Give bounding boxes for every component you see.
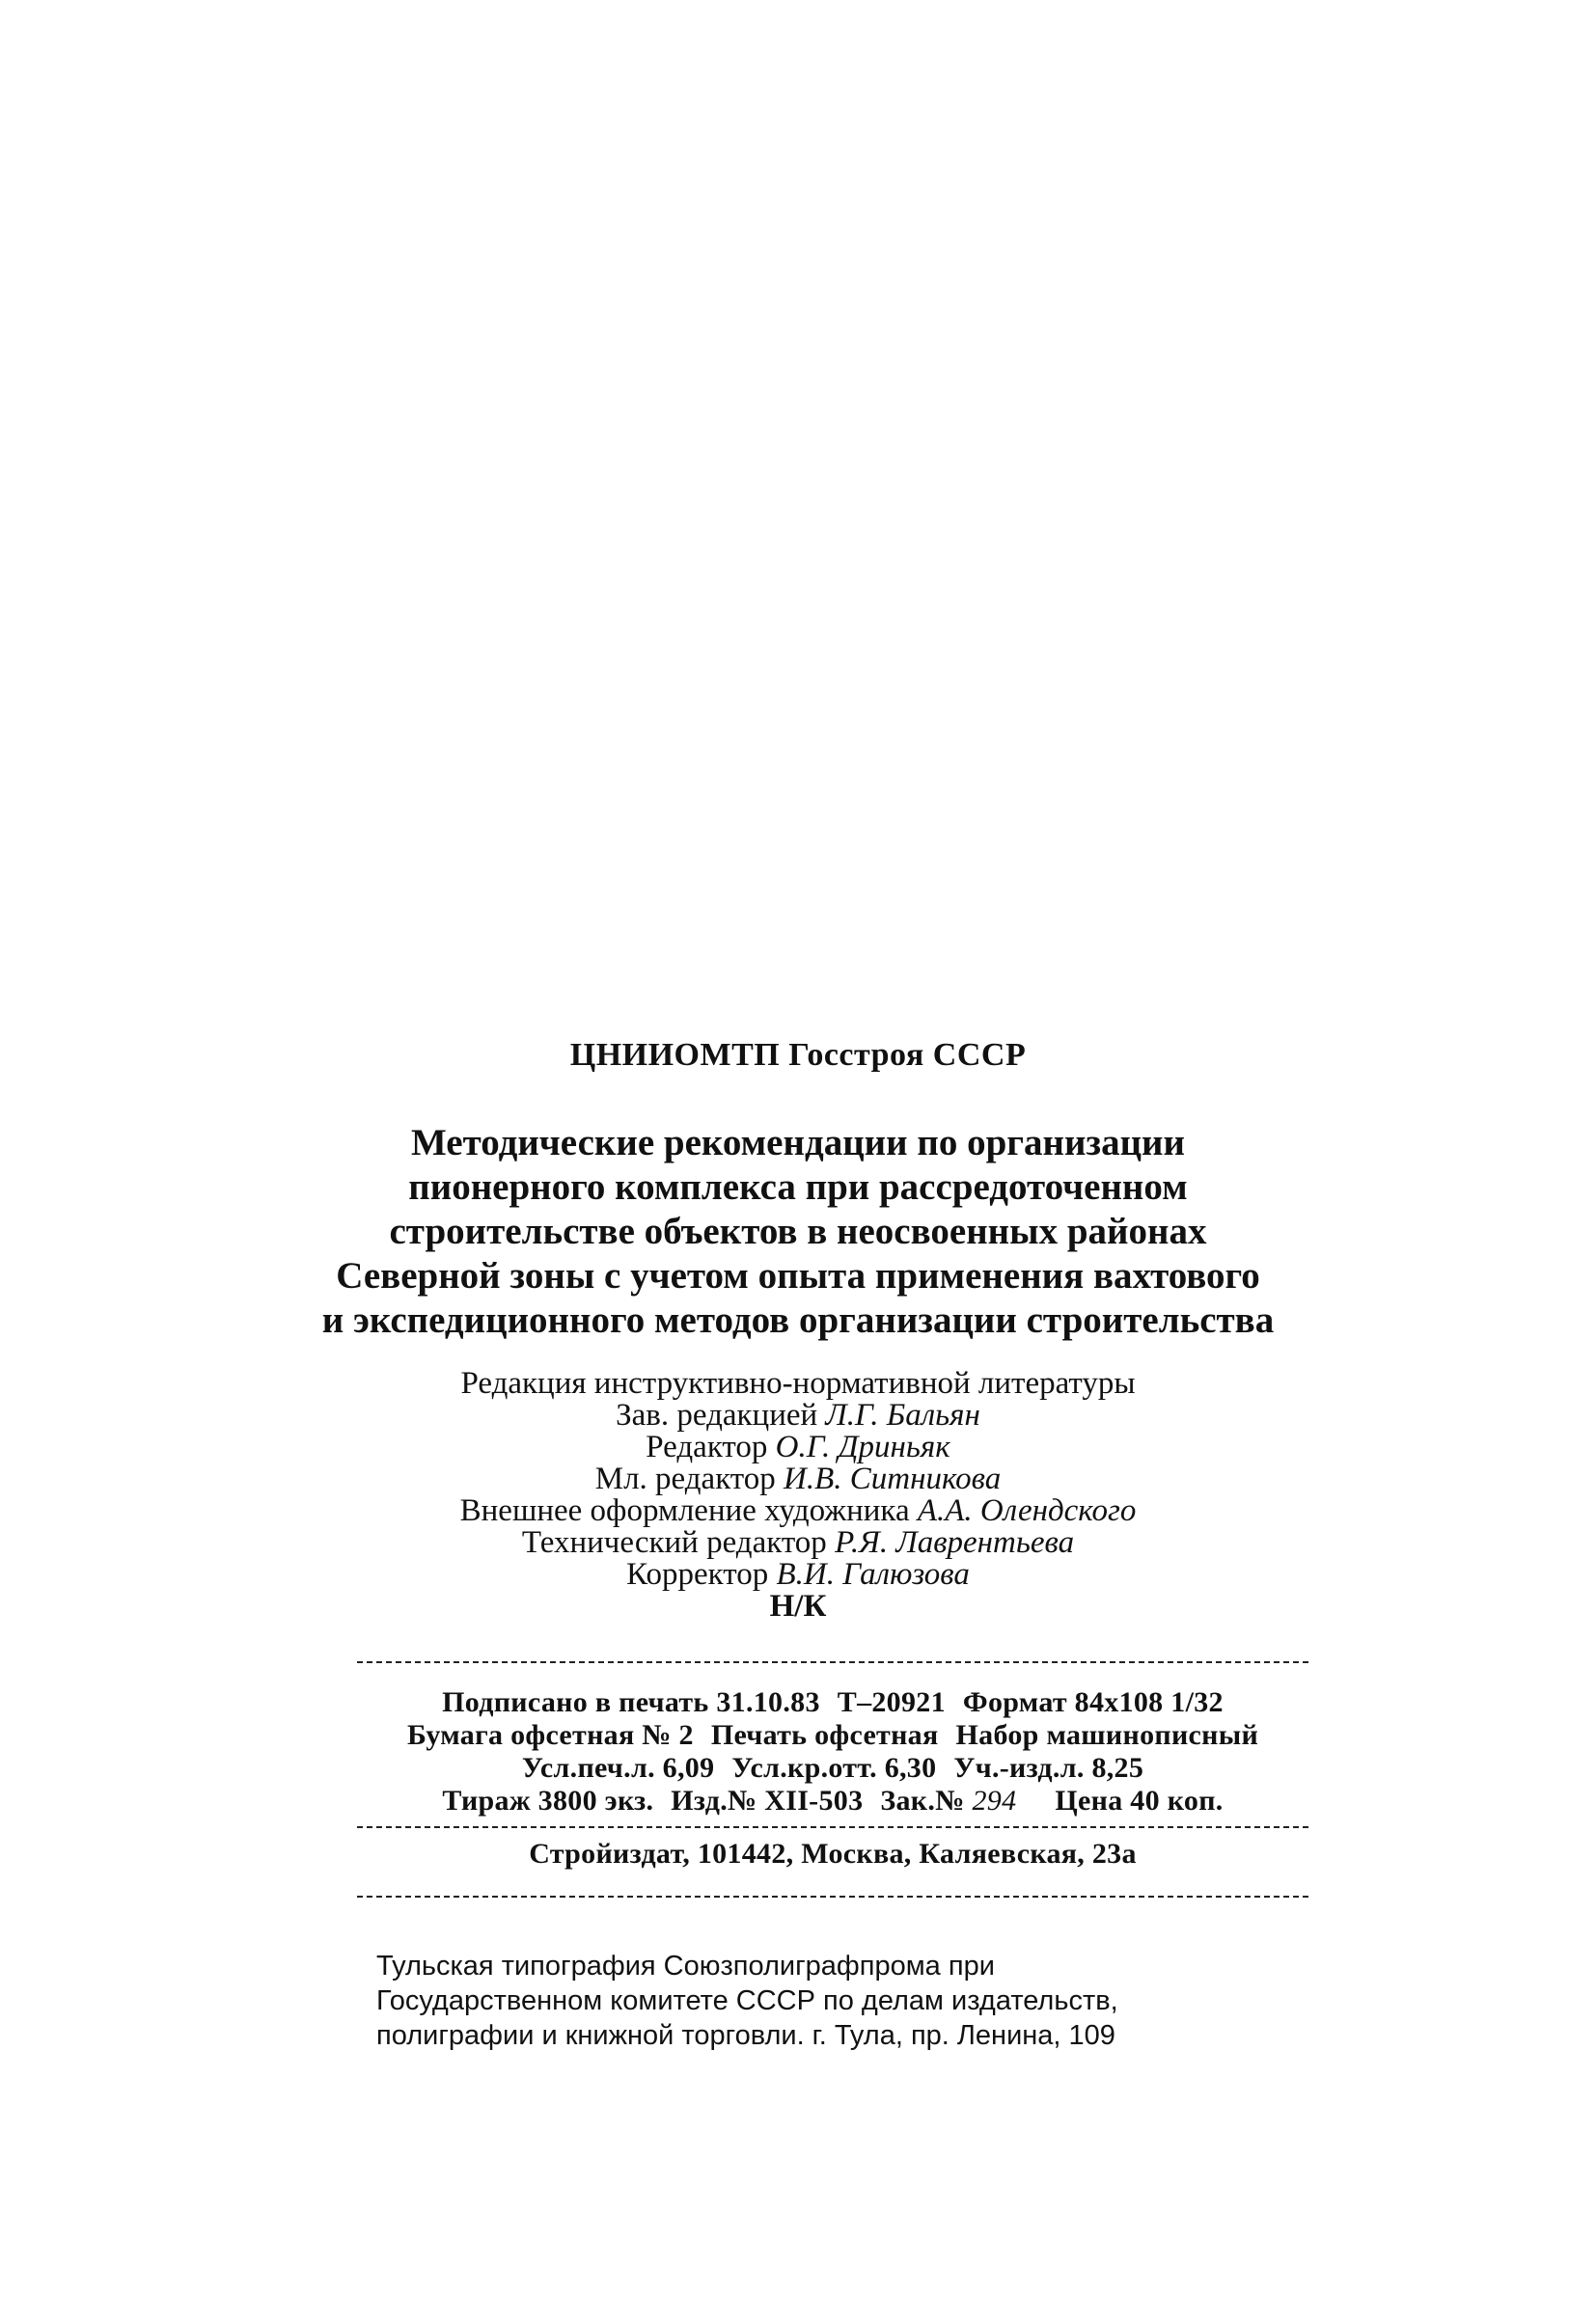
staff-name: А.А. Олендского: [917, 1493, 1137, 1528]
staff-name: О.Г. Дриньяк: [775, 1430, 950, 1464]
staff-name: Л.Г. Бальян: [825, 1398, 980, 1433]
printer-line: Тульская типография Союзполиграфпрома при: [376, 1951, 995, 1982]
staff-mark: Н/К: [769, 1589, 827, 1624]
publisher-address: Стройиздат, 101442, Москва, Каляевская, 23а: [529, 1838, 1137, 1870]
edition-department: Редакция инструктивно-нормативной литературы: [460, 1366, 1136, 1401]
imprint-signed: Подписано в печать 31.10.83: [442, 1686, 820, 1718]
imprint-circulation: Тираж 3800 экз.: [442, 1785, 654, 1817]
imprint-order-label: Зак.№: [880, 1785, 965, 1817]
imprint-order-no: 294: [972, 1785, 1017, 1817]
imprint-price: Цена 40 коп.: [1055, 1785, 1224, 1817]
imprint-row: [357, 1719, 1308, 1752]
staff-row-junior-editor: [289, 1463, 1307, 1495]
editorial-staff: [289, 1368, 1307, 1623]
dashed-divider: [357, 1896, 1308, 1898]
document-title: [289, 1121, 1307, 1343]
staff-name: В.И. Галюзова: [776, 1557, 970, 1592]
imprint-typeset: Набор машинописный: [955, 1719, 1259, 1751]
staff-row-editor: [289, 1432, 1307, 1463]
staff-role: Зав. редакцией: [616, 1398, 818, 1433]
imprint-block: [357, 1686, 1308, 1818]
staff-role: Редактор: [646, 1430, 768, 1464]
title-line: Методические рекомендации по организации: [410, 1122, 1185, 1163]
staff-role: Технический редактор: [521, 1525, 827, 1560]
dashed-divider: [357, 1661, 1308, 1663]
staff-role: Внешнее оформление художника: [459, 1493, 910, 1528]
imprint-edition-sheets: Уч.-изд.л. 8,25: [953, 1752, 1144, 1784]
staff-row-design: [289, 1495, 1307, 1527]
imprint-paper: Бумага офсетная № 2: [406, 1719, 694, 1751]
imprint-row: [357, 1686, 1308, 1719]
title-line: Северной зоны с учетом опыта применения вахтового: [336, 1255, 1260, 1297]
staff-name: Р.Я. Лаврентьева: [835, 1525, 1075, 1560]
imprint-color-prints: Усл.кр.отт. 6,30: [731, 1752, 937, 1784]
printer-line: полиграфии и книжной торговли. г. Тула, пр. Ленина, 109: [376, 2020, 1115, 2051]
staff-name: И.В. Ситникова: [784, 1462, 1002, 1496]
staff-role: Мл. редактор: [594, 1462, 776, 1496]
staff-row-proofreader: [289, 1559, 1307, 1591]
imprint-print: Печать офсетная: [710, 1719, 939, 1751]
imprint-code: Т–20921: [837, 1686, 946, 1718]
title-line: и экспедиционного методов организации строительства: [321, 1299, 1275, 1341]
imprint-format: Формат 84х108 1/32: [962, 1686, 1224, 1718]
staff-row-tech-editor: [289, 1527, 1307, 1559]
imprint-print-sheets: Усл.печ.л. 6,09: [521, 1752, 715, 1784]
staff-role: Корректор: [626, 1557, 769, 1592]
dashed-divider: [357, 1826, 1308, 1828]
printing-house: [376, 1949, 1303, 2053]
printer-line: Государственном комитете СССР по делам издательств,: [376, 1985, 1118, 2016]
staff-row-head: [289, 1400, 1307, 1432]
imprint-row: [357, 1752, 1308, 1785]
imprint-row: [357, 1785, 1308, 1818]
organization: ЦНИИОМТП Госстроя СССР: [569, 1037, 1027, 1073]
title-line: строительстве объектов в неосвоенных районах: [389, 1211, 1207, 1252]
imprint-publication-no: Изд.№ XII-503: [671, 1785, 864, 1817]
title-line: пионерного комплекса при рассредоточенном: [408, 1166, 1188, 1208]
